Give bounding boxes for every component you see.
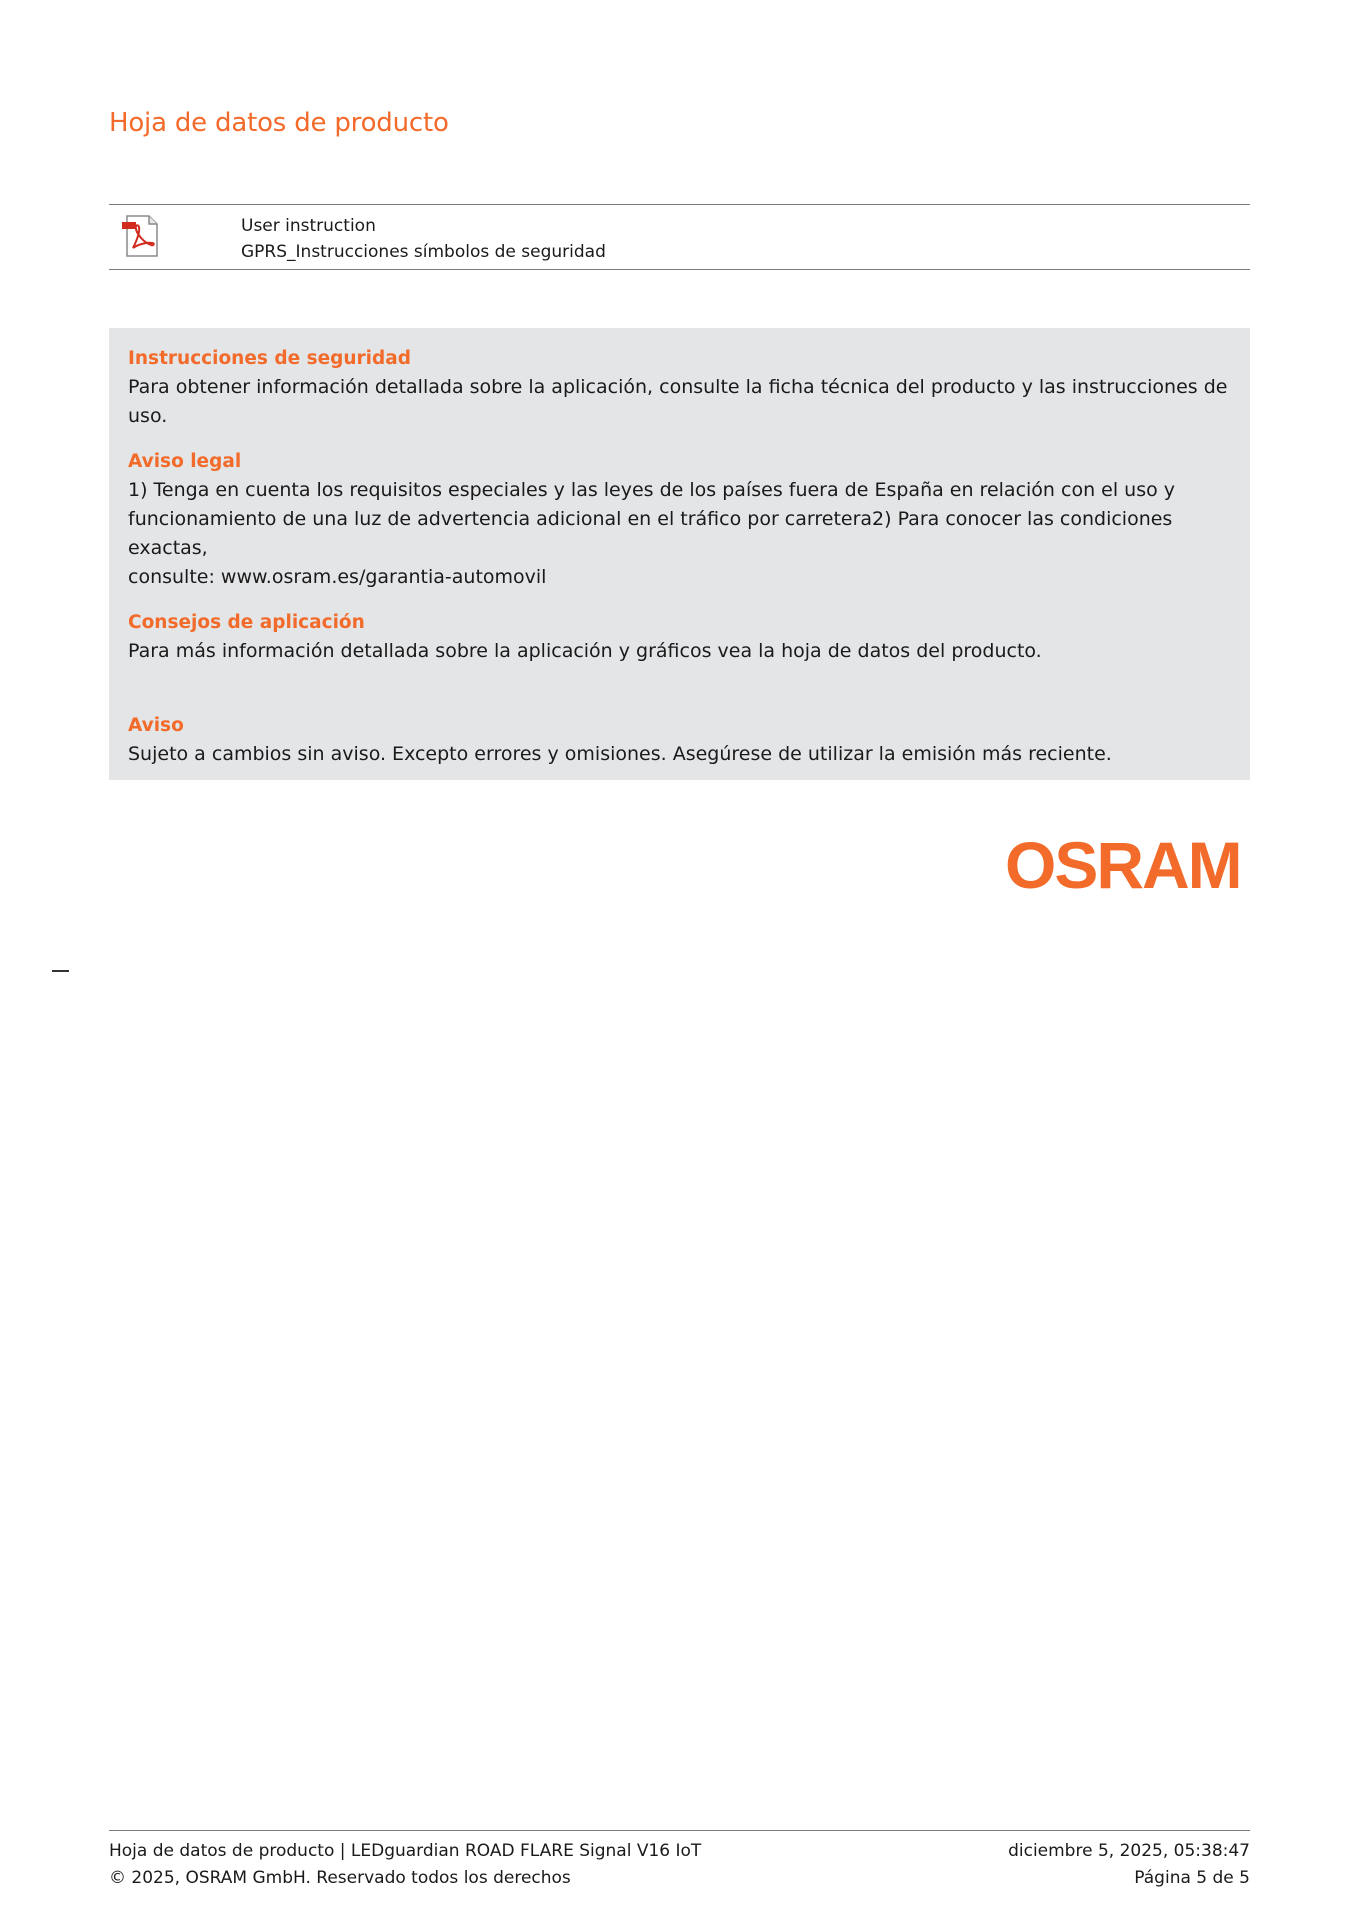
section-heading: Consejos de aplicación bbox=[128, 612, 365, 633]
documents-table bbox=[109, 204, 1250, 270]
section-heading: Aviso bbox=[128, 715, 184, 736]
section-body-line: funcionamiento de una luz de advertencia adicional en el tráfico por carretera2) Para conocer las condiciones exactas, bbox=[128, 508, 1173, 559]
section-body: Para obtener información detallada sobre la aplicación, consulte la ficha técnica del producto y las instrucciones de uso. bbox=[128, 376, 1228, 427]
osram-logo: OSRAM bbox=[1005, 828, 1241, 902]
footer-timestamp: diciembre 5, 2025, 05:38:47 bbox=[1008, 1841, 1250, 1861]
section-safety-instructions bbox=[128, 344, 1228, 431]
section-notice bbox=[128, 711, 1228, 769]
section-heading: Instrucciones de seguridad bbox=[128, 348, 411, 369]
footer-copyright: © 2025, OSRAM GmbH. Reservado todos los derechos bbox=[109, 1868, 571, 1888]
section-body-line: consulte: www.osram.es/garantia-automovil bbox=[128, 566, 547, 588]
section-body: Sujeto a cambios sin aviso. Excepto errores y omisiones. Asegúrese de utilizar la emisión más reciente. bbox=[128, 743, 1112, 765]
section-application-tips bbox=[128, 608, 1228, 666]
document-info[interactable] bbox=[241, 213, 606, 265]
section-body: Para más información detallada sobre la aplicación y gráficos vea la hoja de datos del producto. bbox=[128, 640, 1042, 662]
document-icon-cell bbox=[109, 205, 227, 269]
document-name[interactable]: GPRS_Instrucciones símbolos de seguridad bbox=[241, 242, 606, 262]
footer-right bbox=[1008, 1838, 1250, 1892]
section-heading: Aviso legal bbox=[128, 451, 242, 472]
page-mark-dash bbox=[52, 970, 69, 972]
footer-page-number: Página 5 de 5 bbox=[1134, 1868, 1250, 1888]
section-body-line: 1) Tenga en cuenta los requisitos especiales y las leyes de los países fuera de España en relación con el uso y bbox=[128, 479, 1176, 501]
page-title: Hoja de datos de producto bbox=[109, 108, 449, 138]
document-type: User instruction bbox=[241, 216, 376, 236]
section-legal-notice bbox=[128, 447, 1228, 592]
pdf-icon[interactable] bbox=[119, 214, 163, 258]
info-box bbox=[109, 328, 1250, 780]
footer-divider bbox=[109, 1830, 1250, 1831]
footer-document-title: Hoja de datos de producto | LEDguardian ROAD FLARE Signal V16 IoT bbox=[109, 1841, 702, 1861]
footer-left bbox=[109, 1838, 701, 1892]
